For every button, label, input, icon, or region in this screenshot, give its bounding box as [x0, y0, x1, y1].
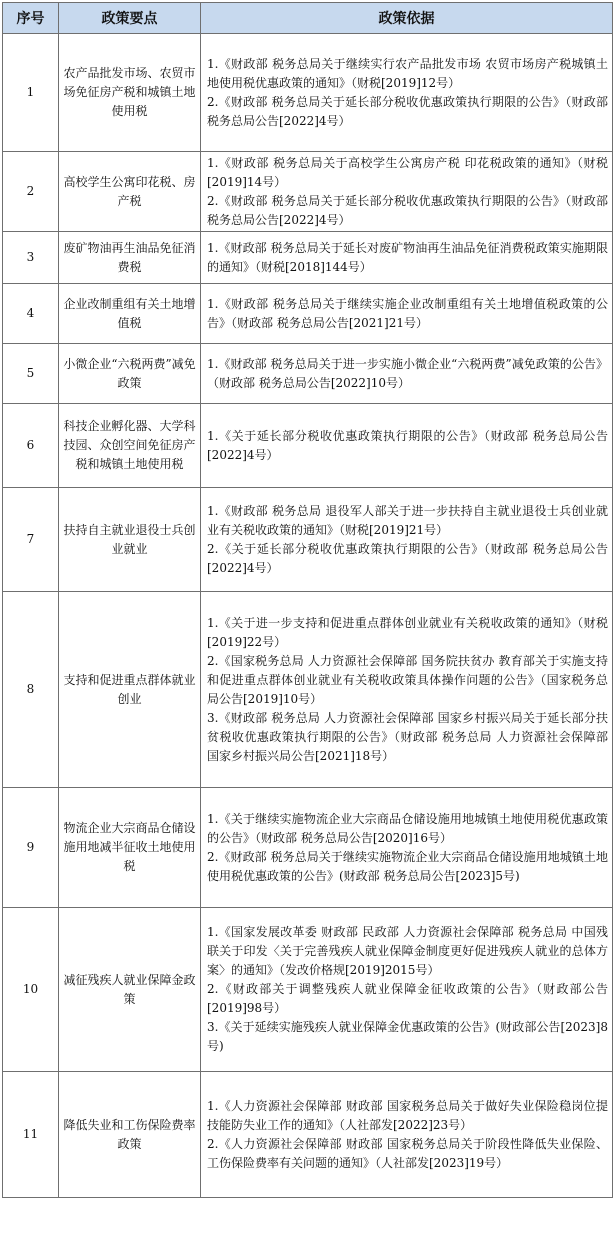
table-row	[3, 488, 613, 592]
policy-table	[2, 2, 613, 1198]
table-header-row	[3, 3, 613, 34]
basis-item: 1.《国家发展改革委 财政部 民政部 人力资源社会保障部 税务总局 中国残联关于印发〈关于完善残疾人就业保障金制度更好促进残疾人就业的总体方案〉的通知》（发改价格规[2019]2015号）	[207, 925, 608, 977]
header-point: 政策要点	[59, 3, 201, 34]
row-number: 9	[3, 788, 59, 908]
policy-point: 支持和促进重点群体就业创业	[59, 592, 201, 788]
policy-basis	[201, 284, 613, 344]
table-row	[3, 152, 613, 232]
row-number: 4	[3, 284, 59, 344]
policy-basis	[201, 592, 613, 788]
table-row	[3, 592, 613, 788]
policy-point: 扶持自主就业退役士兵创业就业	[59, 488, 201, 592]
basis-item: 2.《财政部 税务总局关于继续实施物流企业大宗商品仓储设施用地城镇土地使用税优惠政策的公告》(财政部 税务总局公告[2023]5号)	[207, 849, 608, 883]
basis-item: 1.《财政部 税务总局关于继续实施企业改制重组有关土地增值税政策的公告》（财政部 税务总局公告[2021]21号）	[207, 296, 608, 330]
row-number: 7	[3, 488, 59, 592]
table-row	[3, 404, 613, 488]
row-number: 11	[3, 1072, 59, 1198]
policy-point: 小微企业“六税两费”减免政策	[59, 344, 201, 404]
policy-point: 减征残疾人就业保障金政策	[59, 908, 201, 1072]
row-number: 10	[3, 908, 59, 1072]
basis-item: 1.《关于进一步支持和促进重点群体创业就业有关税收政策的通知》（财税[2019]22号）	[207, 615, 608, 649]
header-no: 序号	[3, 3, 59, 34]
basis-item: 1.《财政部 税务总局关于高校学生公寓房产税 印花税政策的通知》（财税[2019]14号）	[207, 155, 608, 189]
row-number: 3	[3, 232, 59, 284]
policy-table-page	[2, 2, 613, 1198]
policy-basis	[201, 908, 613, 1072]
basis-item: 1.《财政部 税务总局关于延长对废矿物油再生油品免征消费税政策实施期限的通知》（财税[2018]144号）	[207, 240, 608, 274]
table-row	[3, 344, 613, 404]
policy-point: 农产品批发市场、农贸市场免征房产税和城镇土地使用税	[59, 34, 201, 152]
basis-item: 1.《人力资源社会保障部 财政部 国家税务总局关于做好失业保险稳岗位提技能防失业工作的通知》（人社部发[2022]23号）	[207, 1098, 608, 1132]
basis-item: 2.《财政部 税务总局关于延长部分税收优惠政策执行期限的公告》（财政部 税务总局公告[2022]4号）	[207, 193, 608, 227]
policy-basis	[201, 788, 613, 908]
basis-item: 2.《人力资源社会保障部 财政部 国家税务总局关于阶段性降低失业保险、工伤保险费率有关问题的通知》（人社部发[2023]19号）	[207, 1136, 608, 1170]
basis-item: 1.《关于继续实施物流企业大宗商品仓储设施用地城镇土地使用税优惠政策的公告》（财政部 税务总局公告[2020]16号）	[207, 811, 608, 845]
row-number: 2	[3, 152, 59, 232]
table-row	[3, 232, 613, 284]
basis-item: 3.《关于延续实施残疾人就业保障金优惠政策的公告》(财政部公告[2023]8号)	[207, 1020, 608, 1053]
basis-item: 1.《关于延长部分税收优惠政策执行期限的公告》（财政部 税务总局公告[2022]4号）	[207, 428, 608, 462]
table-body	[3, 34, 613, 1198]
header-basis: 政策依据	[201, 3, 613, 34]
policy-basis	[201, 404, 613, 488]
policy-point: 废矿物油再生油品免征消费税	[59, 232, 201, 284]
row-number: 1	[3, 34, 59, 152]
row-number: 8	[3, 592, 59, 788]
policy-basis	[201, 232, 613, 284]
policy-point: 科技企业孵化器、大学科技园、众创空间免征房产税和城镇土地使用税	[59, 404, 201, 488]
basis-item: 1.《财政部 税务总局 退役军人部关于进一步扶持自主就业退役士兵创业就业有关税收政策的通知》（财税[2019]21号）	[207, 503, 608, 537]
policy-basis	[201, 34, 613, 152]
basis-item: 2.《财政部关于调整残疾人就业保障金征收政策的公告》（财政部公告[2019]98号）	[207, 982, 608, 1015]
policy-point: 降低失业和工伤保险费率政策	[59, 1072, 201, 1198]
policy-basis	[201, 344, 613, 404]
basis-item: 2.《关于延长部分税收优惠政策执行期限的公告》（财政部 税务总局公告[2022]4号）	[207, 541, 608, 575]
policy-basis	[201, 488, 613, 592]
policy-basis	[201, 152, 613, 232]
table-row	[3, 788, 613, 908]
basis-item: 1.《财政部 税务总局关于继续实行农产品批发市场 农贸市场房产税城镇土地使用税优惠政策的通知》（财税[2019]12号）	[207, 56, 608, 90]
table-row	[3, 908, 613, 1072]
basis-item: 1.《财政部 税务总局关于进一步实施小微企业“六税两费”减免政策的公告》（财政部 税务总局公告[2022]10号）	[207, 356, 608, 390]
basis-item: 2.《财政部 税务总局关于延长部分税收优惠政策执行期限的公告》（财政部 税务总局公告[2022]4号）	[207, 94, 608, 128]
policy-point: 物流企业大宗商品仓储设施用地减半征收土地使用税	[59, 788, 201, 908]
row-number: 6	[3, 404, 59, 488]
table-row	[3, 284, 613, 344]
basis-item: 2.《国家税务总局 人力资源社会保障部 国务院扶贫办 教育部关于实施支持和促进重点群体创业就业有关税收政策具体操作问题的公告》（国家税务总局公告[2019]10号）	[207, 653, 608, 706]
policy-point: 企业改制重组有关土地增值税	[59, 284, 201, 344]
policy-basis	[201, 1072, 613, 1198]
table-row	[3, 34, 613, 152]
row-number: 5	[3, 344, 59, 404]
basis-item: 3.《财政部 税务总局 人力资源社会保障部 国家乡村振兴局关于延长部分扶贫税收优惠政策执行期限的公告》（财政部 税务总局 人力资源社会保障部 国家乡村振兴局公告[2021]18号）	[207, 710, 608, 763]
policy-point: 高校学生公寓印花税、房产税	[59, 152, 201, 232]
table-row	[3, 1072, 613, 1198]
